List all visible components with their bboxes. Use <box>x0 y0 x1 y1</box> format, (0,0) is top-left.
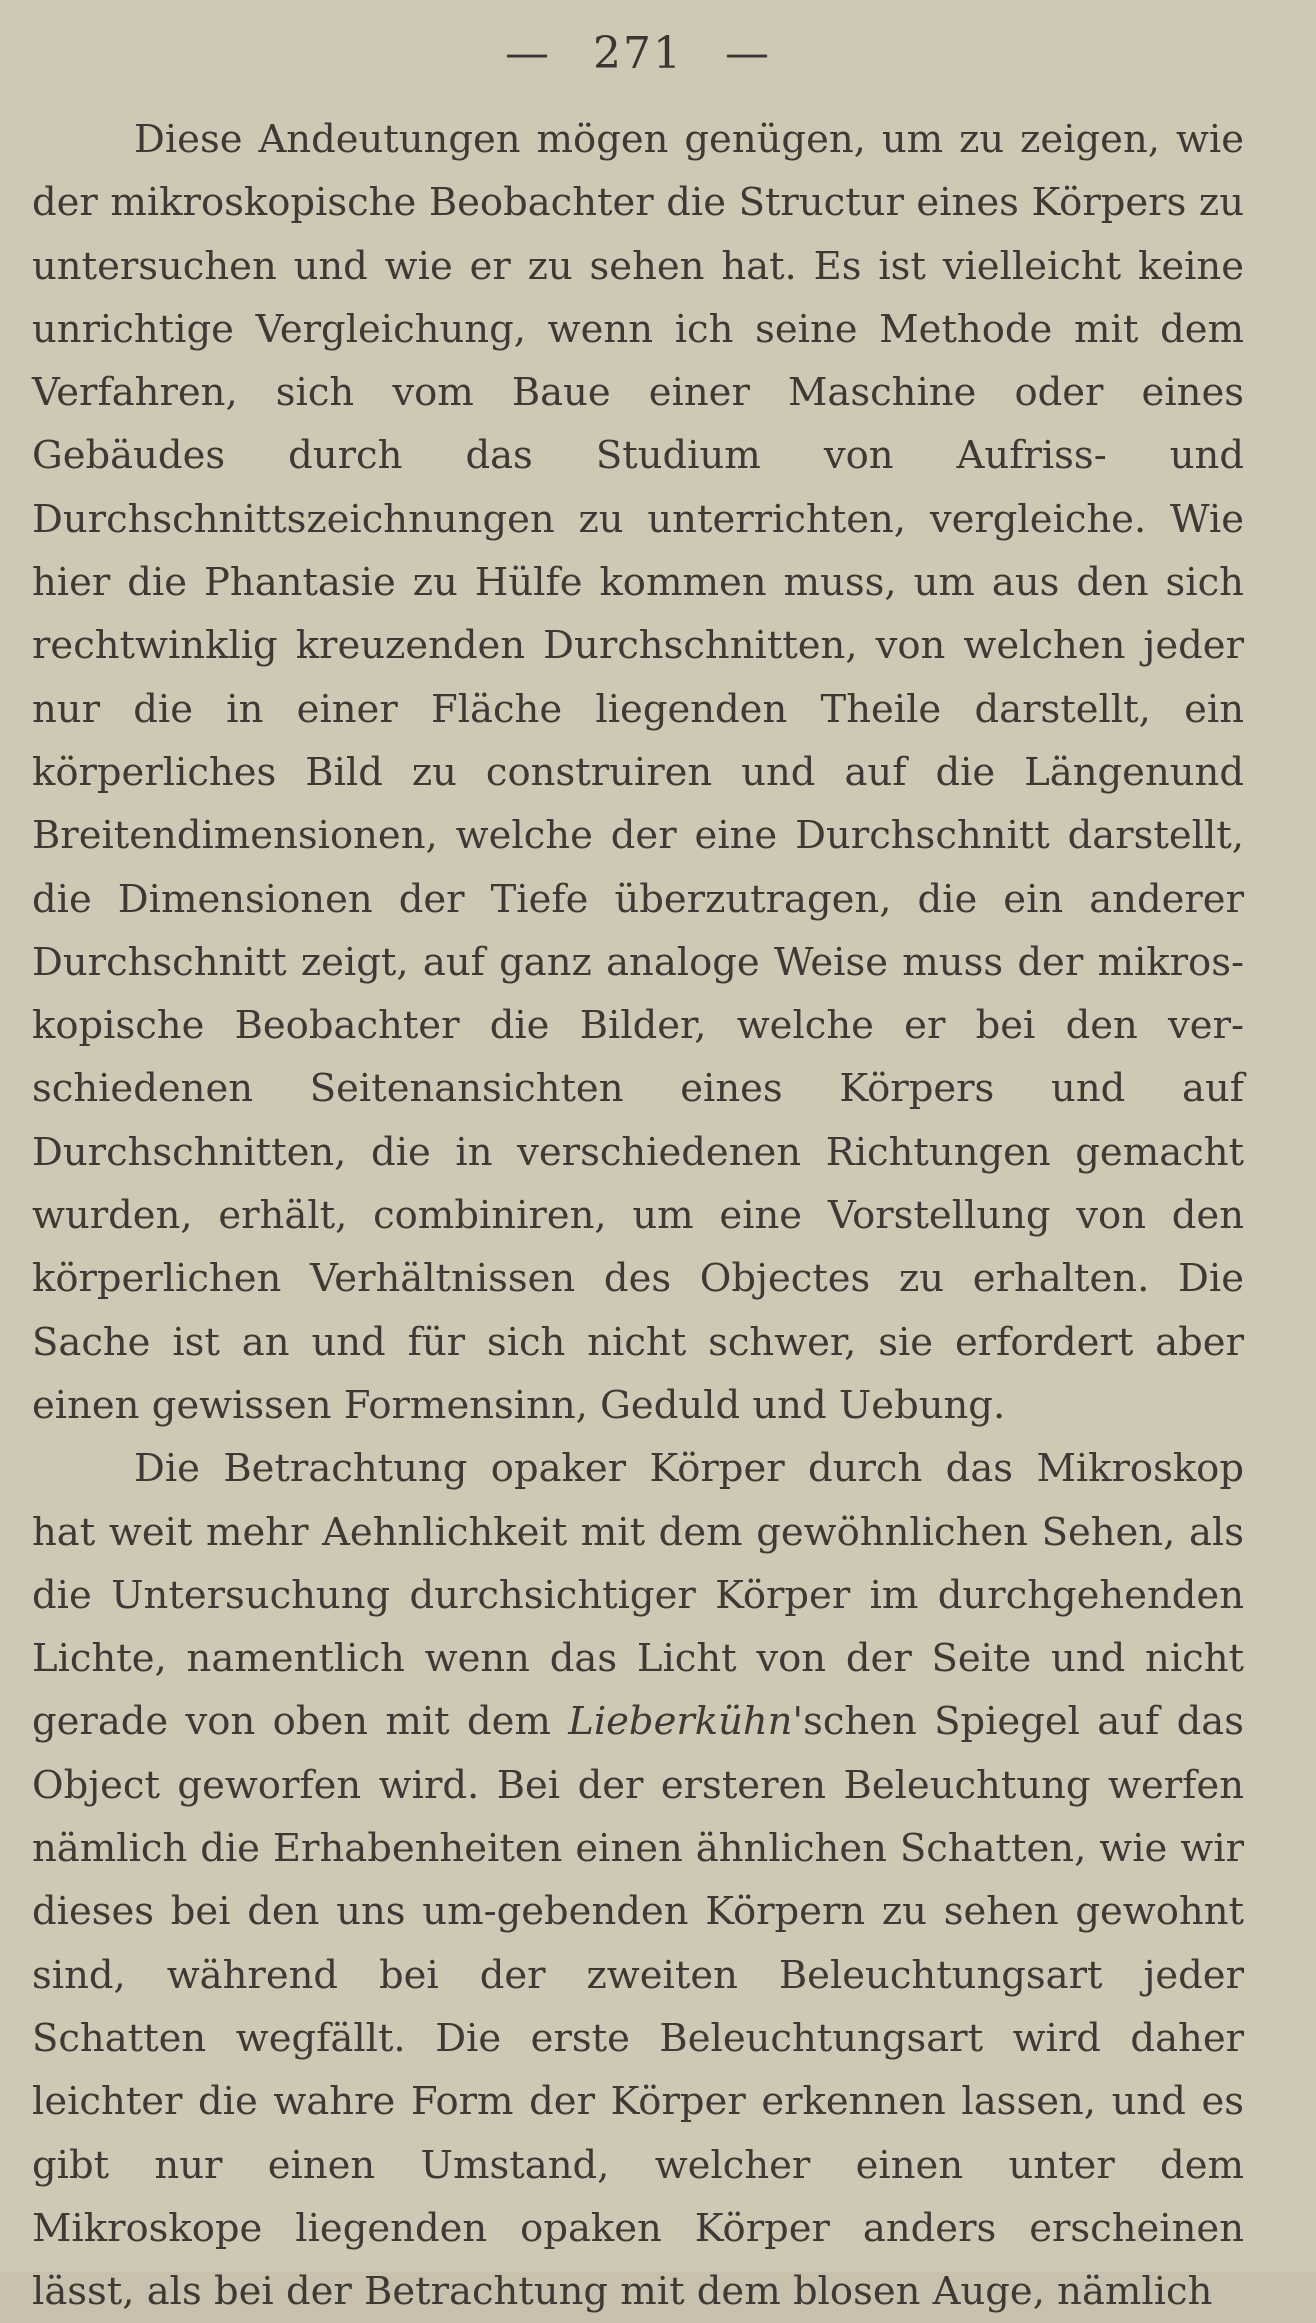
text-line: namentlich wenn das Licht von der Seite und nicht gerade von <box>32 1636 1244 1745</box>
text-line: Durchschnitt zeigt, auf ganz analoge Weise muss der mikros <box>32 939 1244 985</box>
text-line: schwer, sie erfordert aber einen gewissen Formensinn, Geduld <box>32 1319 1244 1428</box>
text-line: gebenden Körpern zu sehen gewohnt sind, während bei der <box>32 1889 1244 1998</box>
text-line: leuchtungsart wird daher leichter die wahre Form der Körper <box>32 2015 1245 2125</box>
text-line: und Uebung. <box>752 1382 1006 1428</box>
text-line: untersuchen und wie er zu sehen hat. Es ist vielleicht keine un <box>32 243 1244 352</box>
text-line: des Objectes zu erhalten. Die Sache ist an und für sich nicht <box>32 1256 1244 1365</box>
header-dash-right: — <box>724 28 771 79</box>
text-line: die Dimensionen der Tiefe überzutragen, die ein anderer <box>32 876 1244 922</box>
text-line: heiten einen ähnlichen Schatten, wie wir dieses bei den uns um- <box>32 1826 1244 1935</box>
text-line: fahren, sich vom Baue einer Maschine oder eines Gebäudes durch <box>32 370 1244 479</box>
page-number: 271 <box>593 28 683 79</box>
page-header <box>32 28 1244 80</box>
paragraph-2 <box>32 1437 1244 2323</box>
text-line: weit mehr Aehnlichkeit mit dem gewöhnlichen Sehen, als die <box>32 1509 1244 1618</box>
text-line: zweiten Beleuchtungsart jeder Schatten wegfällt. Die erste Be <box>32 1952 1244 2061</box>
text-line: oben mit dem <box>272 1699 569 1745</box>
text-line: kopische Beobachter die Bilder, welche er bei den ver <box>32 1003 1244 1049</box>
text-line: das Studium von Aufriss- und Durchschnittszeichnungen zu unter <box>32 433 1244 542</box>
text-line: Untersuchung durchsichtiger Körper im durchgehenden Lichte, <box>32 1572 1244 1682</box>
text-line: Die Betrachtung opaker Körper durch das Mikroskop hat <box>32 1446 1244 1555</box>
text-line: von welchen jeder nur die in einer Fläche liegenden Theile dar <box>32 623 1244 732</box>
text-line: richtige Vergleichung, wenn ich seine Methode mit dem Ver <box>32 306 1244 416</box>
text-line: nen lässt, als bei der Betrachtung mit dem blosen Auge, nämlich <box>32 2205 1244 2315</box>
text-line: unter dem Mikroskope liegenden opaken Körper anders erschei <box>32 2142 1244 2251</box>
text-line: wird. Bei der ersteren Beleuchtung werfen nämlich die Erhaben <box>32 1762 1244 1872</box>
italic-name: Lieberkühn <box>568 1699 793 1745</box>
text-line: und Breitendimensionen, welche der eine Durchschnitt darstellt, <box>32 749 1244 859</box>
text-line: 'schen Spiegel auf das Object geworfen <box>32 1699 1244 1808</box>
header-dash-left: — <box>505 28 551 79</box>
text-line: der mikroskopische Beobachter die Structur eines Körpers zu <box>32 180 1244 226</box>
paragraph-1 <box>32 108 1244 1437</box>
text-line: richten, vergleiche. Wie hier die Phantasie zu Hülfe kommen <box>32 496 1244 606</box>
text-line: stellt, ein körperliches Bild zu construiren und auf die Längen <box>32 686 1244 795</box>
text-line: Diese Andeutungen mögen genügen, um zu zeigen, wie <box>134 117 1244 162</box>
text-line: muss, um aus den sich rechtwinklig kreuzenden Durchschnitten, <box>32 560 1244 669</box>
text-line: biniren, um eine Vorstellung von den körperlichen Verhältnissen <box>32 1193 1244 1302</box>
text-line: die in verschiedenen Richtungen gemacht wurden, erhält, com <box>32 1129 1244 1239</box>
text-line: erkennen lassen, und es gibt nur einen Umstand, welcher einen <box>32 2079 1244 2188</box>
text-line: schiedenen Seitenansichten eines Körpers und auf Durchschnitten, <box>32 1066 1244 1175</box>
